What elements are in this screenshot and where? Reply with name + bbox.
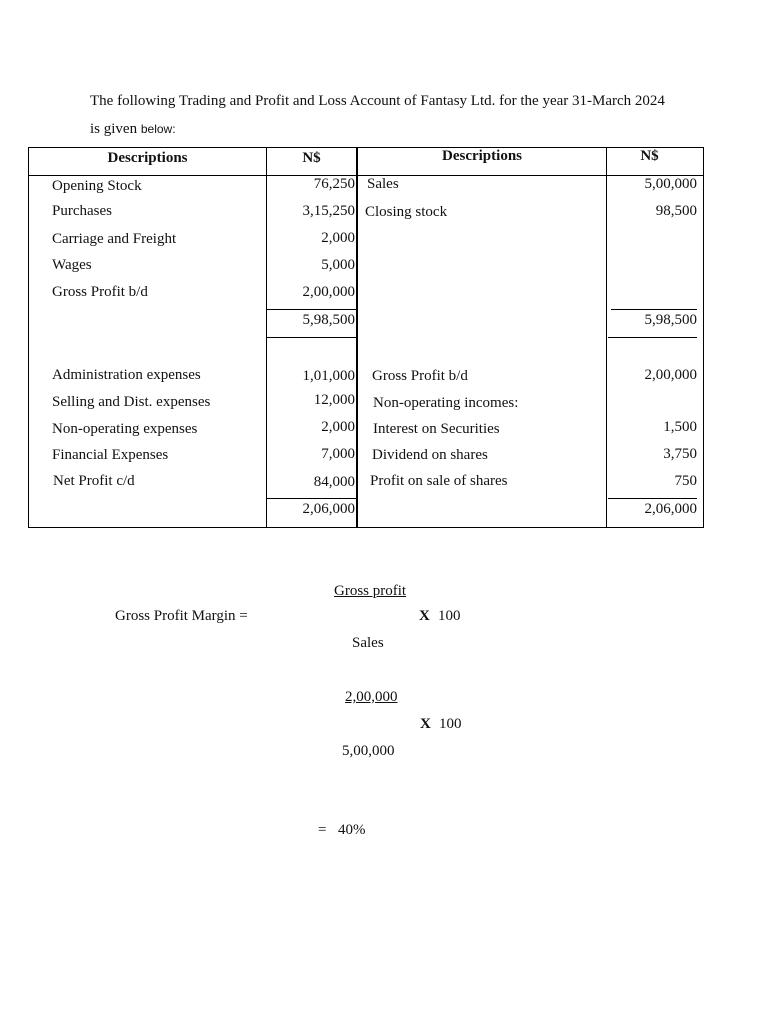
formula-factor: 100 — [438, 608, 461, 624]
trading-debit-label: Purchases — [52, 203, 112, 219]
pl-credit-label: Profit on sale of shares — [370, 473, 508, 489]
header-left-amount: N$ — [302, 150, 321, 166]
header-left-descriptions: Descriptions — [107, 150, 188, 166]
trading-left-total-bottom-rule — [267, 337, 356, 338]
pl-credit-label: Dividend on shares — [372, 447, 488, 463]
calc-numerator-value: 2,00,000 — [345, 689, 398, 705]
trading-debit-amount: 3,15,250 — [302, 203, 355, 219]
calc-factor: 100 — [439, 716, 462, 732]
pl-credit-total: 2,06,000 — [644, 501, 697, 517]
trading-debit-label: Gross Profit b/d — [52, 284, 148, 300]
header-divider — [28, 175, 703, 176]
trading-debit-label: Carriage and Freight — [52, 231, 177, 247]
intro-line-2-small: below: — [140, 122, 176, 136]
pl-right-total-rule — [608, 498, 697, 499]
trading-credit-amount: 98,500 — [655, 203, 697, 219]
formula-numerator: Gross profit — [334, 583, 407, 599]
header-right-descriptions: Descriptions — [442, 148, 522, 164]
trading-debit-amount: 2,00,000 — [302, 284, 355, 300]
trading-credit-total: 5,98,500 — [644, 312, 697, 328]
result-value: 40% — [338, 822, 366, 838]
pl-credit-amount: 3,750 — [663, 446, 697, 462]
formula-label: Gross Profit Margin = — [115, 608, 248, 624]
formula-times-sign: X — [419, 608, 430, 624]
trading-debit-total: 5,98,500 — [302, 312, 355, 328]
pl-credit-amount: 750 — [674, 473, 697, 489]
pl-debit-label: Administration expenses — [52, 367, 201, 383]
trading-credit-label: Sales — [367, 176, 399, 192]
header-right-amount: N$ — [640, 148, 659, 164]
result-equals-sign: = — [318, 822, 327, 838]
pl-credit-label: Non-operating incomes: — [373, 395, 519, 411]
pl-debit-amount: 7,000 — [321, 446, 355, 462]
calc-denominator-value: 5,00,000 — [342, 743, 395, 759]
formula-denominator: Sales — [352, 635, 384, 651]
trading-credit-amount: 5,00,000 — [644, 176, 697, 192]
trading-debit-amount: 5,000 — [321, 257, 355, 273]
pl-credit-amount: 1,500 — [663, 419, 697, 435]
pl-debit-amount: 2,000 — [321, 419, 355, 435]
pl-debit-amount: 12,000 — [313, 392, 355, 408]
pl-debit-amount: 84,000 — [313, 474, 355, 490]
pl-credit-label: Gross Profit b/d — [372, 368, 468, 384]
pl-debit-amount: 1,01,000 — [302, 368, 355, 384]
pl-debit-label: Financial Expenses — [52, 447, 169, 463]
pl-debit-total: 2,06,000 — [302, 501, 355, 517]
trading-debit-label: Wages — [52, 257, 92, 273]
pl-left-total-rule — [267, 498, 356, 499]
trading-credit-label: Closing stock — [365, 204, 448, 220]
trading-debit-amount: 2,000 — [321, 230, 355, 246]
trading-debit-label: Opening Stock — [52, 178, 142, 194]
trading-right-total-bottom-rule — [608, 337, 697, 338]
intro-line-1: The following Trading and Profit and Loss Account of Fantasy Ltd. for the year 31-March 2024 — [90, 93, 665, 109]
intro-line-2-main: is given — [90, 121, 138, 137]
pl-credit-label: Interest on Securities — [373, 421, 500, 437]
pl-debit-label: Net Profit c/d — [53, 473, 135, 489]
pl-debit-label: Non-operating expenses — [52, 421, 198, 437]
trading-left-total-top-rule — [267, 309, 356, 310]
divider-center — [356, 147, 358, 528]
trading-debit-amount: 76,250 — [313, 176, 355, 192]
pl-debit-label: Selling and Dist. expenses — [52, 394, 211, 410]
pl-credit-amount: 2,00,000 — [644, 367, 697, 383]
calc-times-sign: X — [420, 716, 431, 732]
trading-right-total-top-rule — [611, 309, 697, 310]
intro-line-2 — [90, 121, 176, 138]
